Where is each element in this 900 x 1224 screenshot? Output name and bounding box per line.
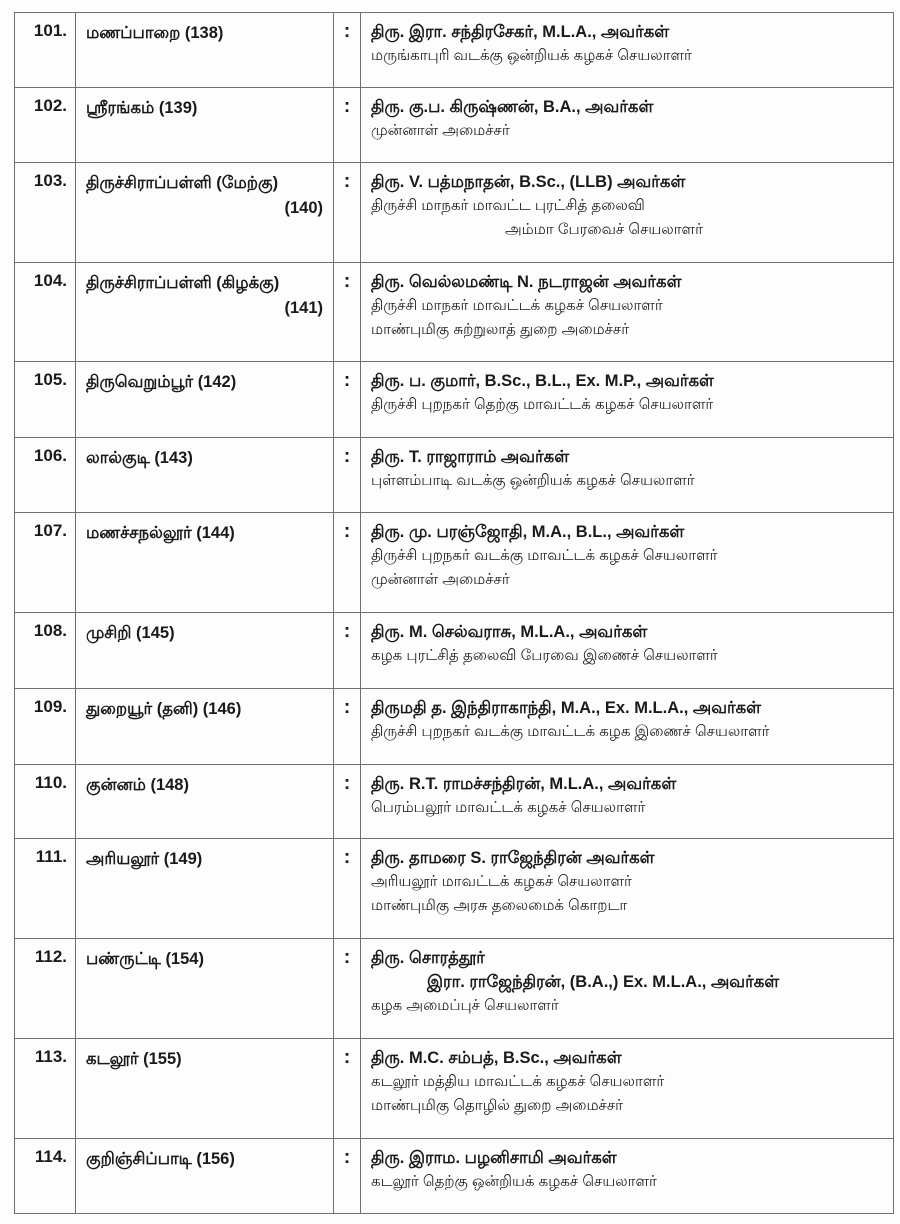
serial-number: 109. bbox=[15, 689, 76, 765]
constituency-number: (144) bbox=[196, 524, 235, 542]
table-row bbox=[15, 438, 894, 513]
constituency-name: பண்ருட்டி bbox=[86, 950, 161, 968]
constituency-name: கடலூர் bbox=[86, 1050, 139, 1068]
candidate-name: திரு. M.C. சம்பத், B.Sc., அவர்கள் bbox=[371, 1049, 622, 1067]
table-row bbox=[15, 765, 894, 839]
serial-number: 104. bbox=[15, 263, 76, 362]
candidate-role: அரியலூர் மாவட்டக் கழகச் செயலாளர் bbox=[371, 873, 632, 890]
table-row bbox=[15, 513, 894, 613]
serial-number: 101. bbox=[15, 13, 76, 88]
constituency-name: குறிஞ்சிப்பாடி bbox=[86, 1150, 192, 1168]
constituency-name: அரியலூர் bbox=[86, 850, 160, 868]
candidate-cell bbox=[361, 163, 894, 263]
candidate-role: முன்னாள் அமைச்சர் bbox=[371, 571, 510, 588]
candidate-role: கழக புரட்சித் தலைவி பேரவை இணைச் செயலாளர் bbox=[371, 647, 718, 664]
candidate-name: திரு. சொரத்தூர் bbox=[371, 949, 485, 967]
candidate-name: திரு. R.T. ராமச்சந்திரன், M.L.A., அவர்கள் bbox=[371, 775, 677, 793]
separator-colon: : bbox=[334, 362, 361, 438]
constituency-number: (143) bbox=[154, 449, 193, 467]
constituency-cell bbox=[76, 13, 334, 88]
table-row bbox=[15, 689, 894, 765]
candidate-role: முன்னாள் அமைச்சர் bbox=[371, 122, 510, 139]
candidate-name: திருமதி த. இந்திராகாந்தி, M.A., Ex. M.L.A., அவர்கள் bbox=[371, 699, 762, 717]
constituency-name: திருவெறும்பூர் bbox=[86, 373, 194, 391]
separator-colon: : bbox=[334, 88, 361, 163]
serial-number: 106. bbox=[15, 438, 76, 513]
constituency-cell bbox=[76, 689, 334, 765]
table-row bbox=[15, 1139, 894, 1214]
constituency-cell bbox=[76, 263, 334, 362]
constituency-number: (142) bbox=[197, 373, 237, 391]
serial-number: 112. bbox=[15, 939, 76, 1039]
candidate-cell bbox=[361, 689, 894, 765]
separator-colon: : bbox=[334, 513, 361, 613]
constituency-name: துறையூர் (தனி) bbox=[86, 700, 199, 718]
constituency-number: (140) bbox=[284, 199, 323, 217]
separator-colon: : bbox=[334, 263, 361, 362]
serial-number: 102. bbox=[15, 88, 76, 163]
constituency-cell bbox=[76, 1139, 334, 1214]
candidate-cell bbox=[361, 1139, 894, 1214]
constituency-name: முசிறி bbox=[86, 624, 132, 642]
constituency-cell bbox=[76, 163, 334, 263]
table-row bbox=[15, 613, 894, 689]
candidate-cell bbox=[361, 613, 894, 689]
serial-number: 110. bbox=[15, 765, 76, 839]
candidate-cell bbox=[361, 939, 894, 1039]
constituency-number: (138) bbox=[184, 24, 224, 42]
constituency-number: (141) bbox=[284, 299, 323, 317]
constituency-cell bbox=[76, 362, 334, 438]
serial-number: 114. bbox=[15, 1139, 76, 1214]
candidate-role: கழக அமைப்புச் செயலாளர் bbox=[371, 997, 559, 1014]
candidate-role: கடலூர் தெற்கு ஒன்றியக் கழகச் செயலாளர் bbox=[371, 1173, 657, 1190]
candidate-name: திரு. தாமரை S. ராஜேந்திரன் அவர்கள் bbox=[371, 849, 655, 867]
table-row bbox=[15, 362, 894, 438]
constituency-cell bbox=[76, 765, 334, 839]
candidate-cell bbox=[361, 362, 894, 438]
table-row bbox=[15, 839, 894, 939]
serial-number: 113. bbox=[15, 1039, 76, 1139]
constituency-cell bbox=[76, 513, 334, 613]
constituency-number: (146) bbox=[202, 700, 242, 718]
candidate-name: திரு. இரா. சந்திரசேகர், M.L.A., அவர்கள் bbox=[371, 23, 670, 41]
constituency-number: (155) bbox=[143, 1050, 182, 1068]
candidate-cell bbox=[361, 513, 894, 613]
candidate-cell bbox=[361, 438, 894, 513]
candidate-role: பெரம்பலூர் மாவட்டக் கழகச் செயலாளர் bbox=[371, 799, 646, 816]
candidate-role: கடலூர் மத்திய மாவட்டக் கழகச் செயலாளர் bbox=[371, 1073, 665, 1090]
constituency-name: மணப்பாறை bbox=[86, 24, 181, 42]
separator-colon: : bbox=[334, 163, 361, 263]
table-row bbox=[15, 13, 894, 88]
candidate-cell bbox=[361, 1039, 894, 1139]
candidate-cell bbox=[361, 88, 894, 163]
candidate-name: திரு. மு. பரஞ்ஜோதி, M.A., B.L., அவர்கள் bbox=[371, 523, 685, 541]
table-row bbox=[15, 163, 894, 263]
separator-colon: : bbox=[334, 839, 361, 939]
constituency-number: (154) bbox=[165, 950, 204, 968]
constituency-cell bbox=[76, 613, 334, 689]
serial-number: 103. bbox=[15, 163, 76, 263]
constituency-number: (139) bbox=[158, 99, 198, 117]
table-row bbox=[15, 263, 894, 362]
candidate-role: அம்மா பேரவைச் செயலாளர் bbox=[505, 221, 703, 238]
candidate-role: மாண்புமிகு அரசு தலைமைக் கொறடா bbox=[371, 897, 628, 914]
table-row bbox=[15, 939, 894, 1039]
separator-colon: : bbox=[334, 1139, 361, 1214]
serial-number: 107. bbox=[15, 513, 76, 613]
table-row bbox=[15, 1039, 894, 1139]
candidate-cell bbox=[361, 839, 894, 939]
candidate-name: திரு. கு.ப. கிருஷ்ணன், B.A., அவர்கள் bbox=[371, 98, 654, 116]
table-row bbox=[15, 88, 894, 163]
serial-number: 108. bbox=[15, 613, 76, 689]
serial-number: 111. bbox=[15, 839, 76, 939]
candidate-name: திரு. V. பத்மநாதன், B.Sc., (LLB) அவர்கள் bbox=[371, 173, 686, 191]
constituency-name: குன்னம் bbox=[86, 776, 146, 794]
constituency-name: திருச்சிராப்பள்ளி (மேற்கு) bbox=[86, 174, 279, 192]
separator-colon: : bbox=[334, 765, 361, 839]
constituency-cell bbox=[76, 88, 334, 163]
candidate-table bbox=[14, 12, 894, 1214]
candidate-name: திரு. M. செல்வராசு, M.L.A., அவர்கள் bbox=[371, 623, 648, 641]
candidate-role: திருச்சி புறநகர் தெற்கு மாவட்டக் கழகச் செயலாளர் bbox=[371, 396, 714, 413]
candidate-cell bbox=[361, 13, 894, 88]
candidate-role: மாண்புமிகு தொழில் துறை அமைச்சர் bbox=[371, 1097, 623, 1114]
separator-colon: : bbox=[334, 613, 361, 689]
candidate-name: திரு. T. ராஜாராம் அவர்கள் bbox=[371, 448, 570, 466]
candidate-name: திரு. ப. குமார், B.Sc., B.L., Ex. M.P., அவர்கள் bbox=[371, 372, 714, 390]
candidate-role: திருச்சி மாநகர் மாவட்ட புரட்சித் தலைவி bbox=[371, 197, 645, 214]
candidate-cell bbox=[361, 263, 894, 362]
candidate-role: திருச்சி மாநகர் மாவட்டக் கழகச் செயலாளர் bbox=[371, 297, 663, 314]
constituency-name: மணச்சநல்லூர் bbox=[86, 524, 192, 542]
candidate-name-continued: இரா. ராஜேந்திரன், (B.A.,) Ex. M.L.A., அவர்கள் bbox=[427, 973, 780, 991]
separator-colon: : bbox=[334, 939, 361, 1039]
candidate-name: திரு. வெல்லமண்டி N. நடராஜன் அவர்கள் bbox=[371, 273, 682, 291]
constituency-number: (145) bbox=[136, 624, 175, 642]
candidate-role: திருச்சி புறநகர் வடக்கு மாவட்டக் கழகச் செயலாளர் bbox=[371, 547, 718, 564]
separator-colon: : bbox=[334, 438, 361, 513]
constituency-number: (156) bbox=[196, 1150, 235, 1168]
constituency-name: லால்குடி bbox=[86, 449, 150, 467]
candidate-role: மருங்காபுரி வடக்கு ஒன்றியக் கழகச் செயலாளர் bbox=[371, 47, 692, 64]
constituency-cell bbox=[76, 839, 334, 939]
constituency-name: திருச்சிராப்பள்ளி (கிழக்கு) bbox=[86, 274, 280, 292]
candidate-cell bbox=[361, 765, 894, 839]
serial-number: 105. bbox=[15, 362, 76, 438]
constituency-cell bbox=[76, 939, 334, 1039]
candidate-role: புள்ளம்பாடி வடக்கு ஒன்றியக் கழகச் செயலாளர் bbox=[371, 472, 695, 489]
candidate-role: திருச்சி புறநகர் வடக்கு மாவட்டக் கழக இணைச் செயலாளர் bbox=[371, 723, 770, 740]
constituency-name: ஸ்ரீரங்கம் bbox=[86, 99, 155, 117]
separator-colon: : bbox=[334, 1039, 361, 1139]
candidate-name: திரு. இராம. பழனிசாமி அவர்கள் bbox=[371, 1149, 617, 1167]
separator-colon: : bbox=[334, 13, 361, 88]
constituency-number: (149) bbox=[163, 850, 203, 868]
separator-colon: : bbox=[334, 689, 361, 765]
constituency-cell bbox=[76, 438, 334, 513]
constituency-number: (148) bbox=[150, 776, 189, 794]
constituency-cell bbox=[76, 1039, 334, 1139]
candidate-role: மாண்புமிகு சுற்றுலாத் துறை அமைச்சர் bbox=[371, 321, 630, 338]
